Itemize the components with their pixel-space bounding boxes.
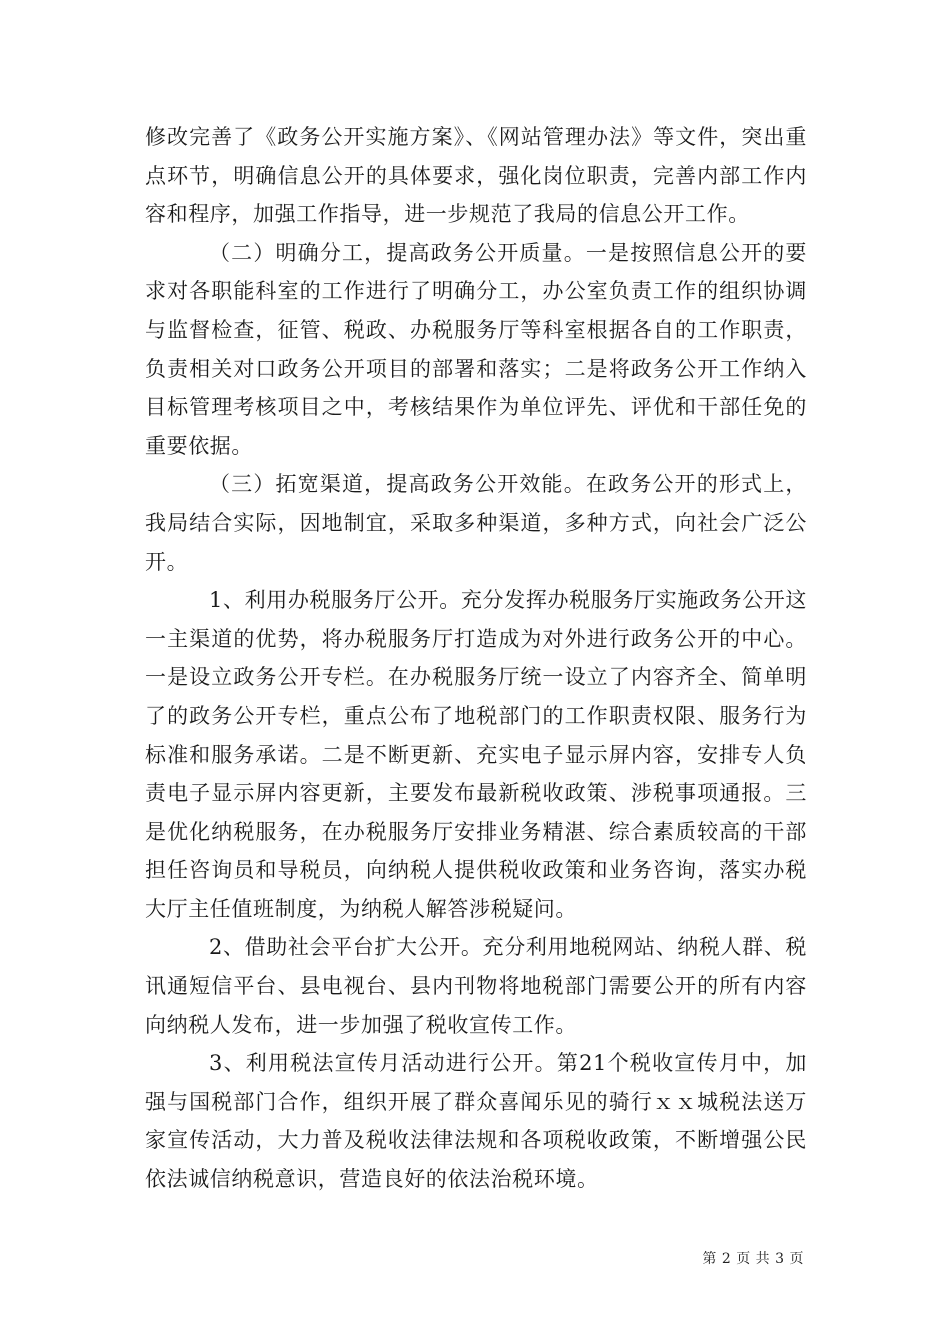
paragraph-item-1: 1、利用办税服务厅公开。充分发挥办税服务厅实施政务公开这一主渠道的优势，将办税服务厅打造成为对外进行政务公开的中心。一是设立政务公开专栏。在办税服务厅统一设立了内容齐全、简单明了的政务公开专栏，重点公布了地税部门的工作职责权限、服务行为标准和服务承诺。二是不断更新、充实电子显示屏内容，安排专人负责电子显示屏内容更新，主要发布最新税收政策、涉税事项通报。三是优化纳税服务，在办税服务厅安排业务精湛、综合素质较高的干部担任咨询员和导税员，向纳税人提供税收政策和业务咨询，落实办税大厅主任值班制度，为纳税人解答涉税疑问。 <box>145 588 807 921</box>
page-number-footer: 第 2 页 共 3 页 <box>702 1251 804 1267</box>
paragraph-item-3: 3、利用税法宣传月活动进行公开。第21个税收宣传月中，加强与国税部门合作，组织开展了群众喜闻乐见的骑行ｘｘ城税法送万家宣传活动，大力普及税收法律法规和各项税收政策，不断增强公民依法诚信纳税意识，营造良好的依法治税环境。 <box>145 1051 807 1192</box>
paragraph-continuation: 修改完善了《政务公开实施方案》、《网站管理办法》等文件，突出重点环节，明确信息公开的具体要求，强化岗位职责，完善内部工作内容和程序，加强工作指导，进一步规范了我局的信息公开工作。 <box>145 125 807 227</box>
paragraph-section-three: （三）拓宽渠道，提高政务公开效能。在政务公开的形式上，我局结合实际，因地制宜，采取多种渠道，多种方式，向社会广泛公开。 <box>145 472 807 574</box>
paragraph-section-two: （二）明确分工，提高政务公开质量。一是按照信息公开的要求对各职能科室的工作进行了明确分工，办公室负责工作的组织协调与监督检查，征管、税政、办税服务厅等科室根据各自的工作职责，负责相关对口政务公开项目的部署和落实；二是将政务公开工作纳入目标管理考核项目之中，考核结果作为单位评先、评优和干部任免的重要依据。 <box>145 240 807 458</box>
document-body <box>145 118 807 1199</box>
paragraph-item-2: 2、借助社会平台扩大公开。充分利用地税网站、纳税人群、税讯通短信平台、县电视台、县内刊物将地税部门需要公开的所有内容向纳税人发布，进一步加强了税收宣传工作。 <box>145 935 807 1037</box>
